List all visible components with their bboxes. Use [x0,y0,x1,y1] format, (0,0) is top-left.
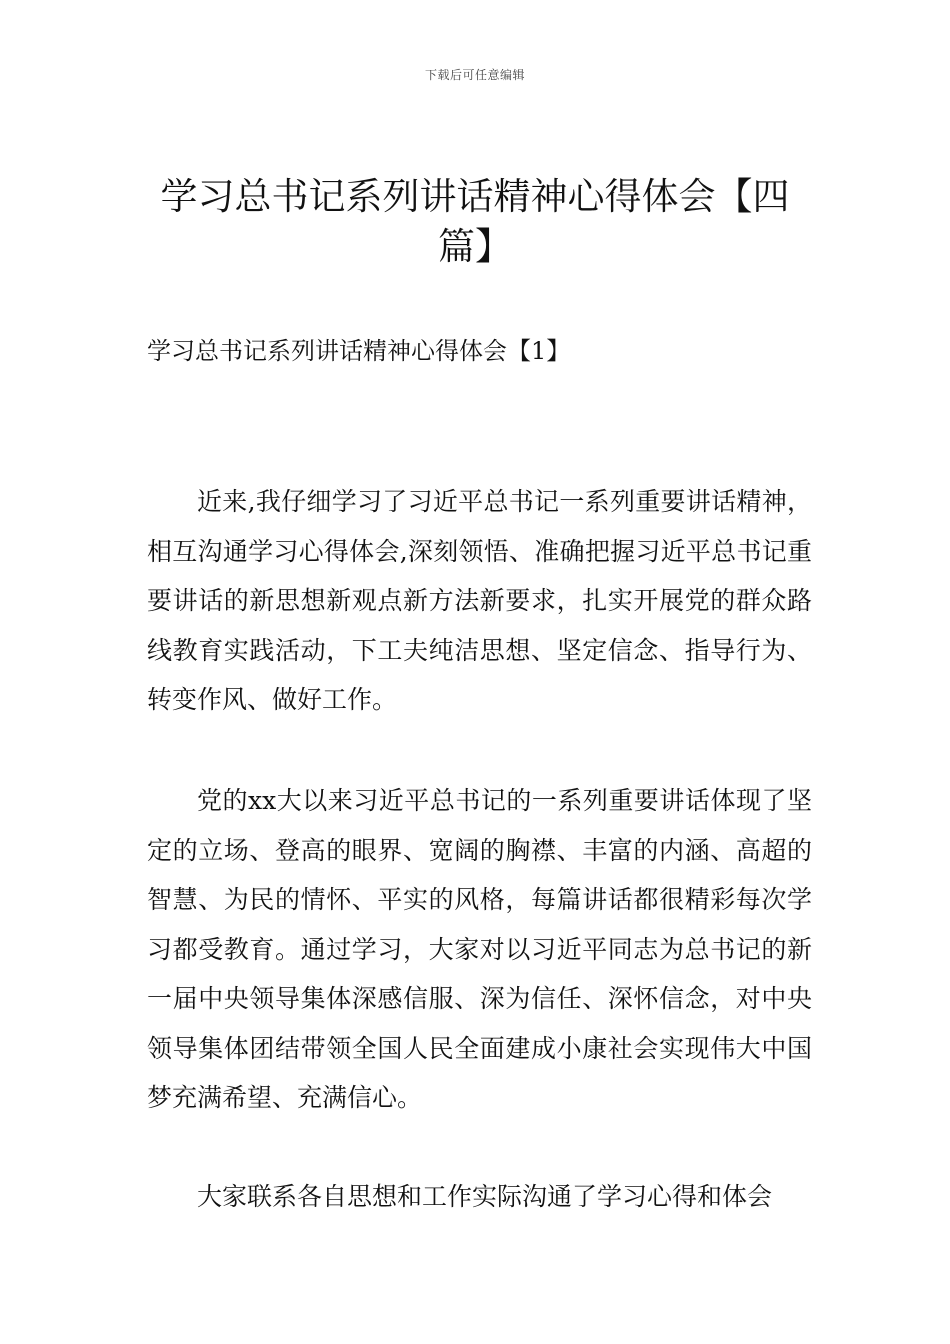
paragraph-2: 党的xx大以来习近平总书记的一系列重要讲话体现了坚定的立场、登高的眼界、宽阔的胸襟、丰富的内涵、高超的智慧、为民的情怀、平实的风格，每篇讲话都很精彩每次学习都受教育。通过学习，大家对以习近平同志为总书记的新一届中央领导集体深感信服、深为信任、深怀信念，对中央领导集体团结带领全国人民全面建成小康社会实现伟大中国梦充满希望、充满信心。 [147,786,812,1112]
header-note: 下载后可任意编辑 [424,68,525,82]
document-title: 学习总书记系列讲话精神心得体会【四篇】 [160,175,790,268]
section-heading: 学习总书记系列讲话精神心得体会【1】 [147,337,571,365]
paragraph-3: 大家联系各自思想和工作实际沟通了学习心得和体会 [197,1182,773,1211]
paragraph-1: 近来,我仔细学习了习近平总书记一系列重要讲话精神，相互沟通学习心得体会,深刻领悟、准确把握习近平总书记重要讲话的新思想新观点新方法新要求，扎实开展党的群众路线教育实践活动，下工夫纯洁思想、坚定信念、指导行为、转变作风、做好工作。 [147,487,812,714]
